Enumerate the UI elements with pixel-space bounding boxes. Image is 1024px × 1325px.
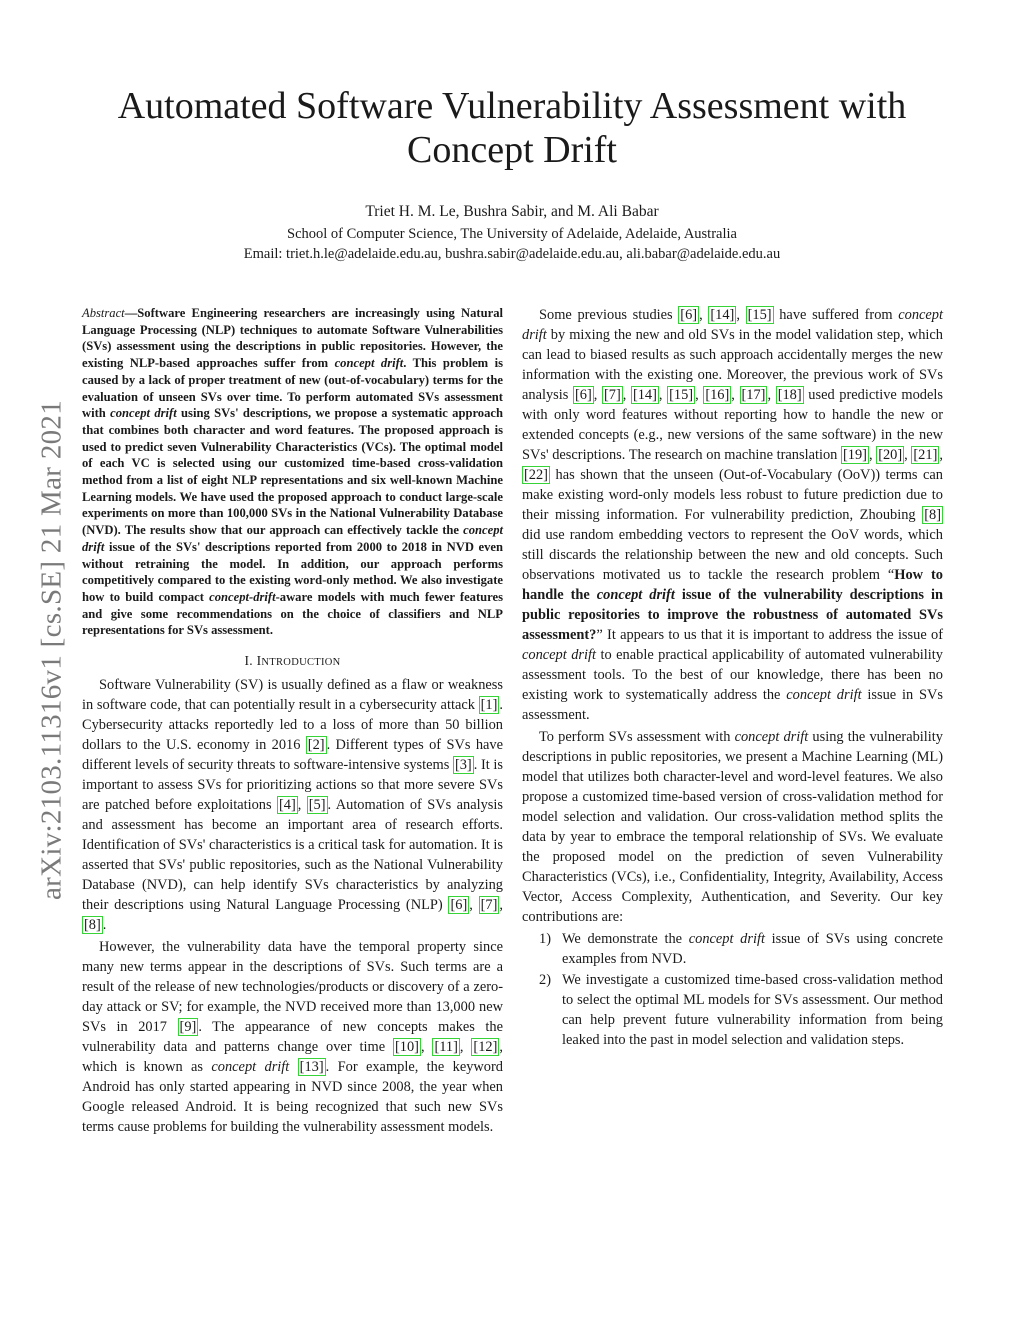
abstract-label: Abstract — [82, 306, 125, 320]
intro-paragraph-1 — [82, 675, 503, 935]
author-list: Triet H. M. Le, Bushra Sabir, and M. Ali Babar — [365, 203, 659, 220]
text-run: Some previous studies — [539, 307, 679, 323]
contributions-list — [522, 929, 943, 1050]
abstract-term: concept drift — [110, 406, 177, 421]
text-run: We investigate a customized time-based cross-validation method to select the optimal ML models for SVs assessment. Our method can help prevent future vulnerability information from being leaked into the past in model selection and validation steps. — [562, 972, 943, 1048]
arxiv-identifier-text: arXiv:2103.11316v1 [cs.SE] 21 Mar 2021 — [35, 399, 68, 901]
text-run: . It is important to assess SVs for prioritizing actions so that more severe SVs are patched before exploitations — [82, 757, 503, 814]
affiliation: School of Computer Science, The University of Adelaide, Adelaide, Australia — [287, 226, 737, 242]
section-heading-introduction — [82, 653, 503, 669]
text-run: , — [420, 1039, 433, 1056]
text-run: , — [699, 307, 709, 323]
list-item — [522, 929, 943, 969]
text-run: ” It appears to us that it is important to address the issue of — [596, 627, 943, 643]
text-run: , — [939, 447, 943, 463]
abstract-text: -aware models with much fewer features and give some recommendations on the choice of classifiers and NLP representations for SVs assessment. — [82, 589, 504, 638]
citation-link[interactable]: [11] — [434, 1039, 458, 1056]
research-question: How to handle the — [522, 567, 943, 603]
citation-link[interactable]: [15] — [669, 387, 694, 403]
text-run: , — [736, 307, 746, 323]
intro-paragraph-2 — [82, 937, 503, 1137]
concept-drift-term: concept drift — [786, 687, 862, 703]
text-run: using the vulnerability descriptions in public repositories, we present a Machine Learning (ML) model that utilizes both character-level and word-level features. We also propose a customized time-based version of cross-validation method for model selection and validation. Our cross-validation method splits the data by year to embrace the temporal relationship of SVs. We evaluate the proposed model on the prediction of seven Vulnerability Characteristics (VCs), i.e., Confidentiality, Integrity, Availability, Access Vector, Access Complexity, Authentication, and Severity. Our key contributions are: — [522, 729, 943, 925]
concept-drift-term: concept drift — [522, 307, 943, 343]
citation-link[interactable]: [12] — [473, 1039, 498, 1056]
citation-link[interactable]: [6] — [450, 897, 468, 914]
section-initial: I — [256, 653, 262, 669]
text-run: Software Vulnerability (SV) is usually defined as a flaw or weakness in software code, that can potentially result in a cybersecurity attack — [82, 677, 503, 714]
citation-link[interactable]: [18] — [777, 387, 802, 403]
text-run: issue in SVs assessment. — [522, 687, 943, 723]
right-column — [522, 305, 943, 1051]
abstract-text: Software Engineering researchers are increasingly using Natural Language Processing (NLP) techniques to automate Software Vulnerabilities (SVs) assessment using the descriptions in public repositories. However, the existing NLP-based approaches suffer from — [82, 306, 503, 371]
list-item — [522, 970, 943, 1050]
citation-link[interactable]: [22] — [524, 467, 548, 483]
citation-link[interactable]: [6] — [574, 387, 592, 403]
citation-link[interactable]: [8] — [924, 507, 941, 523]
text-run: . For example, the keyword Android has only started appearing in NVD since 2008, the year when Google released Android. It is being recognized that such new SVs terms cause problems for building the vulnerability assessment models. — [82, 1059, 503, 1136]
concept-drift-term: concept drift — [688, 931, 765, 947]
abstract-dash: — — [124, 306, 138, 320]
text-run: , — [658, 387, 668, 403]
research-question: issue of the vulnerability descriptions in public repositories to improve the robustness of automated SVs assessment? — [522, 587, 943, 643]
intro-paragraph-4 — [522, 727, 943, 927]
citation-link[interactable]: [3] — [454, 757, 472, 774]
section-title-rest: NTRODUCTION — [261, 657, 341, 669]
citation-link[interactable]: [19] — [842, 447, 867, 463]
abstract — [82, 305, 503, 639]
text-run: , — [731, 387, 740, 403]
text-run: . Different types of SVs have different levels of security threats to software-intensive systems — [82, 737, 503, 774]
text-run: . Cybersecurity attacks reportedly led to a loss of more than 50 billion dollars to the U.S. economy in 2016 — [82, 697, 503, 754]
citation-link[interactable]: [2] — [307, 737, 325, 754]
citation-link[interactable]: [8] — [84, 917, 101, 934]
citation-link[interactable]: [20] — [878, 447, 903, 463]
list-item-number: 1) — [539, 931, 551, 947]
text-run: . The appearance of new concepts makes the vulnerability data and patterns change over time — [82, 1019, 504, 1056]
abstract-term: concept-drift — [209, 589, 276, 604]
citation-link[interactable]: [14] — [632, 387, 657, 403]
paper-title — [60, 84, 964, 172]
text-run: We demonstrate the — [562, 931, 689, 947]
text-run: , — [469, 897, 479, 914]
text-run: by mixing the new and old SVs in the model validation step, which can lead to biased results as such approach accidentally merges the new information with the existing one. Moreover, the previous work of SVs analysis — [522, 327, 943, 403]
citation-link[interactable]: [10] — [394, 1039, 419, 1056]
text-run: . — [102, 917, 107, 934]
text-run: However, the vulnerability data have the temporal property since many new terms appear in the descriptions of SVs. Such terms are a result of the release of new technologies/products or discovery of a zero-day attack or SV; for example, the NVD received more than 13,000 new SVs in 2017 — [82, 939, 503, 1036]
text-run: , which is known as — [82, 1039, 503, 1076]
citation-link[interactable]: [15] — [747, 307, 772, 323]
citation-link[interactable]: [7] — [603, 387, 621, 403]
citation-link[interactable]: [21] — [913, 447, 938, 463]
text-run — [289, 1059, 297, 1075]
citation-link[interactable]: [5] — [308, 797, 326, 814]
abstract-term: concept drift — [82, 523, 503, 554]
left-column — [82, 305, 503, 1137]
text-run: . Automation of SVs analysis and assessment has become an important area of research efforts. Identification of SVs' characteristics is a critical task for automation. It is asserted that SVs' public repositories, such as the National Vulnerability Database (NVD), can help identify SVs characteristics by analyzing their descriptions using Natural Language Processing (NLP) — [82, 797, 503, 914]
section-number: I. — [244, 653, 257, 669]
citation-link[interactable]: [17] — [741, 387, 766, 403]
abstract-text: using SVs' descriptions, we propose a systematic approach that combines both character and word features. The proposed approach is used to predict seven Vulnerability Characteristics (VCs). The optimal model of each VC is selected using our customized time-based cross-validation method from a list of eight NLP representations and six well-known Machine Learning models. We have used the proposed approach to conduct large-scale experiments on more than 100,000 SVs in the National Vulnerability Database (NVD). The results show that our approach can effectively tackle the — [82, 406, 503, 538]
concept-drift-term: concept drift — [522, 647, 597, 663]
text-run: , — [593, 387, 602, 403]
paper-title-line-1: Automated Software Vulnerability Assessment with — [117, 85, 907, 127]
concept-drift-term: concept drift — [734, 729, 809, 745]
text-run: to enable practical applicability of automated vulnerability assessment tools. To the best of our knowledge, there has been no existing work to systematically address the — [522, 647, 943, 703]
citation-link[interactable]: [6] — [680, 307, 698, 323]
text-run: , — [297, 797, 307, 814]
text-run: , — [695, 387, 704, 403]
email-line: Email: triet.h.le@adelaide.edu.au, bushra.sabir@adelaide.edu.au, ali.babar@adelaide.edu.au — [243, 246, 781, 262]
text-run: , — [904, 447, 912, 463]
citation-link[interactable]: [1] — [480, 697, 498, 714]
abstract-term: concept drift — [334, 356, 404, 371]
text-run: did use random embedding vectors to represent the OoV words, which still discards the relationship between the new and old concepts. Such observations motivated us to tackle the research problem “ — [522, 527, 943, 583]
citation-link[interactable]: [14] — [710, 307, 735, 323]
citation-link[interactable]: [16] — [705, 387, 730, 403]
paper-title-line-2: Concept Drift — [406, 129, 617, 171]
text-run: have suffered from — [773, 307, 899, 323]
research-question-term: concept drift — [596, 587, 675, 603]
concept-drift-term: concept drift — [211, 1059, 290, 1076]
text-run: has shown that the unseen (Out-of-Vocabulary (OoV)) terms can make existing word-only models less robust to future prediction due to their missing information. For vulnerability prediction, Zhoubing — [522, 467, 943, 523]
text-run: To perform SVs assessment with — [539, 729, 735, 745]
text-run: , — [622, 387, 631, 403]
citation-link[interactable]: [9] — [179, 1019, 197, 1036]
text-run: issue of SVs using concrete examples from NVD. — [562, 931, 944, 967]
abstract-text: issue of the SVs' descriptions reported from 2000 to 2018 in NVD even without retraining the model. In addition, our approach performs competitively compared to the existing word-only method. We also investigate how to build compact — [82, 539, 503, 604]
abstract-text: . This problem is caused by a lack of proper treatment of new (out-of-vocabulary) terms for the evaluation of unseen SVs over time. To perform automated SVs assessment with — [82, 356, 503, 421]
list-item-number: 2) — [539, 972, 551, 988]
intro-paragraph-3 — [522, 305, 943, 725]
text-run: , — [499, 897, 504, 914]
citation-link[interactable]: [4] — [278, 797, 296, 814]
text-run: , — [459, 1039, 472, 1056]
text-run: , — [868, 447, 877, 463]
text-run: used predictive models with only word features without reporting how to handle the new or extended concepts (e.g., new versions of the same software) in the new SVs' descriptions. The research on machine translation — [522, 387, 943, 463]
citation-link[interactable]: [13] — [299, 1059, 324, 1076]
text-run: , — [767, 387, 776, 403]
citation-link[interactable]: [7] — [480, 897, 498, 914]
